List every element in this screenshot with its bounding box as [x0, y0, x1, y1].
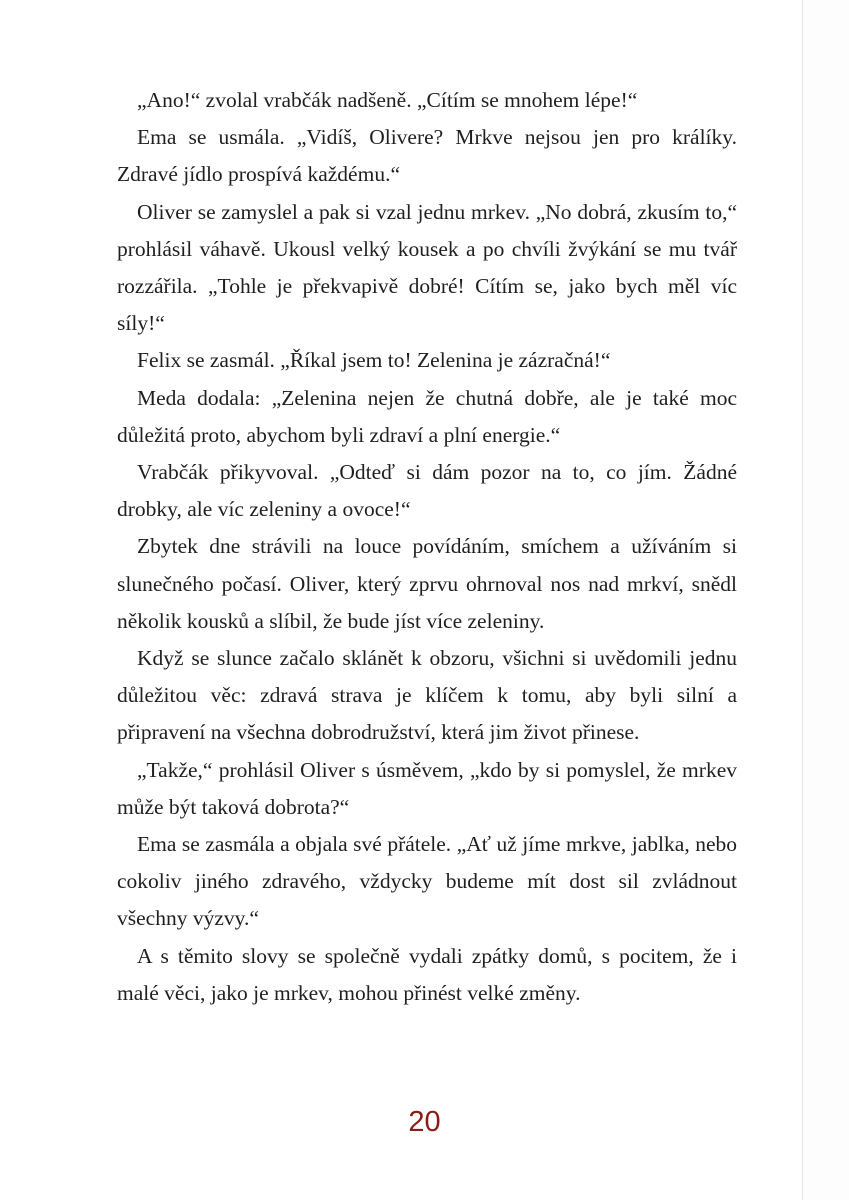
page-edge: [802, 0, 849, 1200]
paragraph-5: Meda dodala: „Zelenina nejen že chutná dobře, ale je také moc důležitá proto, abychom byli zdraví a plní energie.“: [117, 385, 737, 447]
paragraph-10: Ema se zasmála a objala své přátele. „Ať už jíme mrkve, jablka, nebo cokoliv jiného zdravého, vždycky budeme mít dost sil zvládnout všechny výzvy.“: [117, 832, 737, 931]
paragraph-4: Felix se zasmál. „Říkal jsem to! Zelenina je zázračná!“: [137, 348, 611, 373]
paragraph-7: Zbytek dne strávili na louce povídáním, smíchem a užíváním si slunečného počasí. Oliver, který zprvu ohrnoval nos nad mrkví, snědl několik kousků a slíbil, že bude jíst více zeleniny.: [117, 534, 737, 633]
paragraph-3: Oliver se zamyslel a pak si vzal jednu mrkev. „No dobrá, zkusím to,“ prohlásil váhavě. Ukousl velký kousek a po chvíli žvýkání se mu tvář rozzářila. „Tohle je překvapivě dobré! Cítím se, jako bych měl víc síly!“: [117, 199, 737, 336]
paragraph-6: Vrabčák přikyvoval. „Odteď si dám pozor na to, co jím. Žádné drobky, ale víc zeleniny a ovoce!“: [117, 460, 737, 522]
paragraph-9: „Takže,“ prohlásil Oliver s úsměvem, „kdo by si pomyslel, že mrkev může být taková dobrota?“: [117, 757, 737, 819]
paragraph-2: Ema se usmála. „Vidíš, Olivere? Mrkve nejsou jen pro králíky. Zdravé jídlo prospívá každému.“: [117, 125, 737, 187]
story-text: [117, 82, 737, 1012]
paragraph-1: „Ano!“ zvolal vrabčák nadšeně. „Cítím se mnohem lépe!“: [137, 88, 638, 112]
page-number: 20: [408, 1106, 441, 1138]
paragraph-11: A s těmito slovy se společně vydali zpátky domů, s pocitem, že i malé věci, jako je mrkev, mohou přinést velké změny.: [117, 943, 737, 1005]
paragraph-8: Když se slunce začalo sklánět k obzoru, všichni si uvědomili jednu důležitou věc: zdravá strava je klíčem k tomu, aby byli silní a připravení na všechna dobrodružství, která jim život přinese.: [117, 646, 737, 745]
